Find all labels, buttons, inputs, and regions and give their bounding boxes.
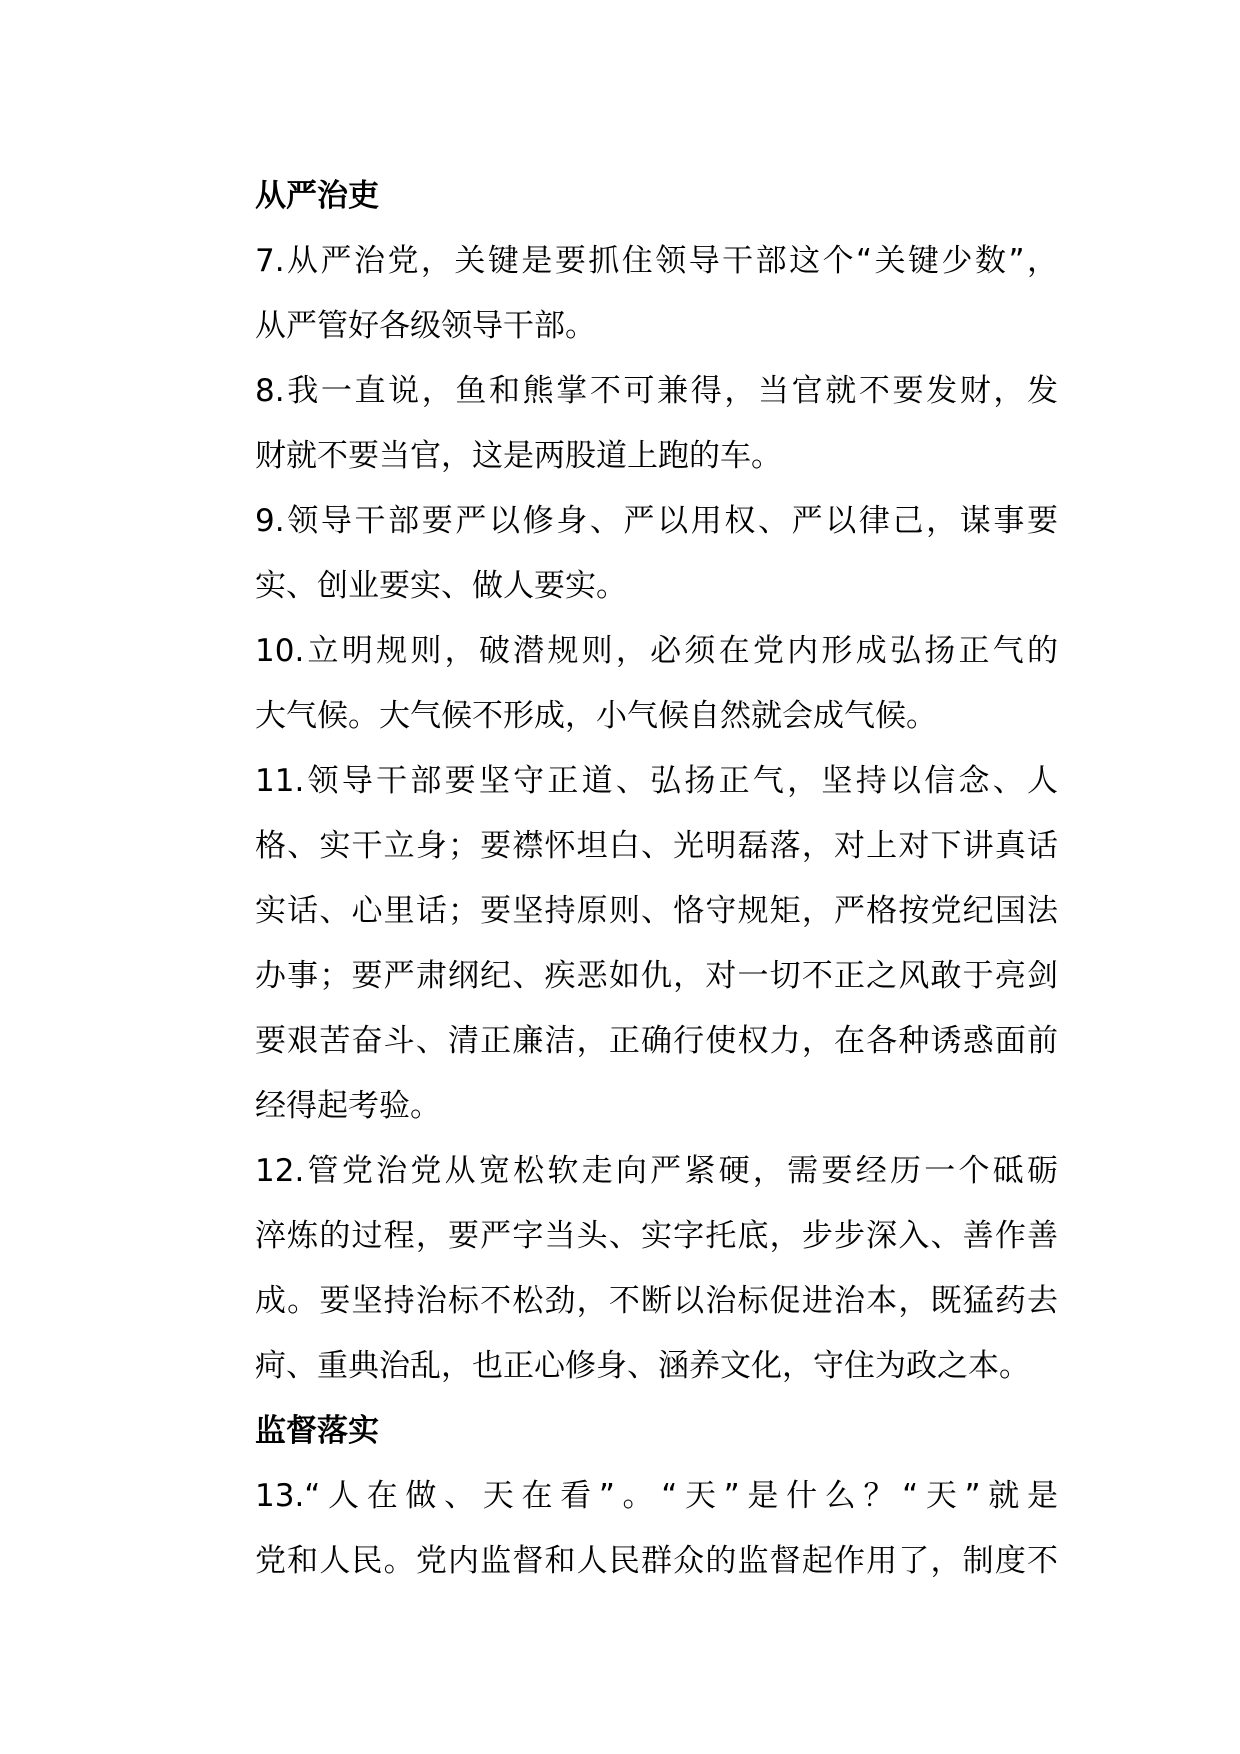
paragraph-line: 从严管好各级领导干部。	[255, 308, 596, 344]
paragraph-line: 格、实干立身；要襟怀坦白、光明磊落，对上对下讲真话	[255, 828, 1058, 864]
paragraph-7	[188, 229, 1058, 359]
paragraph-line: 12.管党治党从宽松软走向严紧硬，需要经历一个砥砺	[255, 1153, 1058, 1189]
paragraph-line: 办事；要严肃纲纪、疾恶如仇，对一切不正之风敢于亮剑	[255, 958, 1058, 994]
paragraph-line: 财就不要当官，这是两股道上跑的车。	[255, 438, 782, 474]
paragraph-line: 经得起考验。	[255, 1088, 441, 1124]
paragraph-line: 实话、心里话；要坚持原则、恪守规矩，严格按党纪国法	[255, 893, 1058, 929]
paragraph-line: 8.我一直说，鱼和熊掌不可兼得，当官就不要发财，发	[255, 373, 1058, 409]
paragraph-line: 疴、重典治乱，也正心修身、涵养文化，守住为政之本。	[255, 1348, 1030, 1384]
paragraph-line: 大气候。大气候不形成，小气候自然就会成气候。	[255, 698, 937, 734]
paragraph-line: 要艰苦奋斗、清正廉洁，正确行使权力，在各种诱惑面前	[255, 1023, 1058, 1059]
paragraph-8	[188, 359, 1058, 489]
paragraph-line: 13.“人在做、天在看”。“天”是什么？“天”就是	[255, 1478, 1058, 1514]
paragraph-13	[188, 1464, 1058, 1594]
paragraph-line: 淬炼的过程，要严字当头、实字托底，步步深入、善作善	[255, 1218, 1058, 1254]
paragraph-line: 实、创业要实、做人要实。	[255, 568, 627, 604]
paragraph-line: 9.领导干部要严以修身、严以用权、严以律己，谋事要	[255, 503, 1058, 539]
section-heading-2: 监督落实	[255, 1413, 379, 1449]
section-heading-1: 从严治吏	[255, 178, 379, 214]
paragraph-line: 党和人民。党内监督和人民群众的监督起作用了，制度不	[255, 1543, 1058, 1579]
paragraph-line: 10.立明规则，破潜规则，必须在党内形成弘扬正气的	[255, 633, 1058, 669]
paragraph-line: 成。要坚持治标不松劲，不断以治标促进治本，既猛药去	[255, 1283, 1058, 1319]
paragraph-9	[188, 489, 1058, 619]
paragraph-10	[188, 619, 1058, 749]
paragraph-line: 7.从严治党，关键是要抓住领导干部这个“关键少数”，	[255, 243, 1058, 279]
paragraph-line: 11.领导干部要坚守正道、弘扬正气，坚持以信念、人	[255, 763, 1058, 799]
paragraph-11	[188, 749, 1058, 1139]
paragraph-12	[188, 1139, 1058, 1399]
document-page	[188, 164, 1058, 1594]
